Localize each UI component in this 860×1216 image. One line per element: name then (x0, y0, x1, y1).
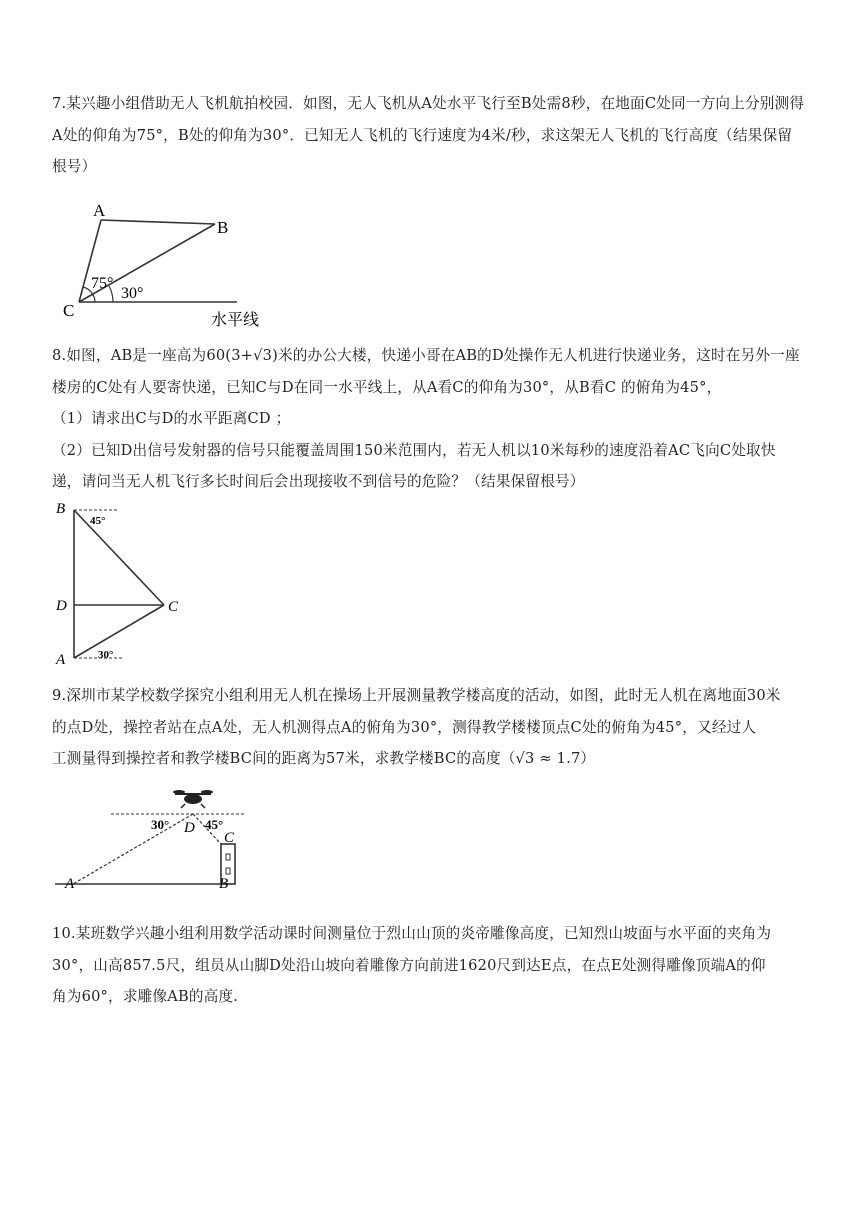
label-b: B (219, 876, 229, 889)
text-line: 8.如图，AB是一座高为60(3+√3)米的办公大楼，快递小哥在AB的D处操作无人机进行快递业务，这时在另外一座 (52, 347, 800, 364)
label-a: A (93, 201, 106, 220)
label-c: C (63, 301, 75, 320)
label-c: C (224, 830, 235, 846)
sight-line-da (73, 814, 193, 884)
angle-label-30: 30° (151, 817, 170, 832)
label-d: D (184, 820, 195, 836)
angle-label-30: 30° (98, 649, 114, 661)
label-horizon: 水平线 (211, 312, 260, 329)
text-line: A处的仰角为75°，B处的仰角为30°．已知无人飞机的飞行速度为4米/秒，求这架无人飞机的飞行高度（结果保留 (52, 126, 793, 144)
question-7-figure (55, 198, 285, 330)
text-line: 7.某兴趣小组借助无人飞机航拍校园．如图，无人飞机从A处水平飞行至B处需8秒，在地面C处同一方向上分别测得 (52, 95, 805, 112)
question-10-text (52, 918, 812, 1013)
question-9-figure (55, 784, 255, 889)
text-line: 工测量得到操控者和教学楼BC间的距离为57米，求教学楼BC的高度（√3 ≈ 1.7） (52, 750, 596, 767)
text-line: （1）请求出C与D的水平距离CD ； (52, 410, 291, 427)
angle-label-45: 45° (90, 515, 106, 527)
text-line: 30°，山高857.5尺，组员从山脚D处沿山坡向着雕像方向前进1620尺到达E点，在点E处测得雕像顶端A的仰 (52, 956, 766, 974)
text-line: 根号） (52, 158, 97, 175)
label-b: B (56, 501, 66, 517)
text-line: 9.深圳市某学校数学探究小组利用无人机在操场上开展测量教学楼高度的活动，如图，此时无人机在离地面30米 (52, 687, 781, 704)
question-8-figure (52, 498, 192, 670)
question-8-text (52, 340, 812, 498)
text-line: 10.某班数学兴趣小组利用数学活动课时间测量位于烈山山顶的炎帝雕像高度，已知烈山坡面与水平面的夹角为 (52, 925, 772, 942)
question-7-text (52, 88, 812, 183)
line-ab (101, 220, 215, 224)
angle-label-75: 75° (91, 275, 114, 292)
question-9-text (52, 680, 812, 775)
line-ac (74, 605, 164, 658)
label-a: A (56, 652, 66, 668)
label-a: A (65, 876, 75, 889)
angle-label-30: 30° (121, 285, 144, 302)
drone-icon (173, 790, 213, 808)
text-line: 角为60°，求雕像AB的高度. (52, 988, 239, 1005)
text-line: 的点D处，操控者站在点A处，无人机测得点A的俯角为30°，测得教学楼楼顶点C处的俯角为45°，又经过人 (52, 718, 757, 736)
angle-label-45: 45° (205, 817, 224, 832)
label-c: C (168, 599, 179, 615)
label-d: D (56, 598, 67, 614)
text-line: 递，请问当无人机飞行多长时间后会出现接收不到信号的危险？（结果保留根号） (52, 473, 585, 490)
text-line: 楼房的C处有人要寄快递，已知C与D在同一水平线上，从A看C的仰角为30°，从B看C 的俯角为45°， (52, 378, 722, 396)
text-line: （2）已知D出信号发射器的信号只能覆盖周围150米范围内，若无人机以10米每秒的速度沿着AC飞向C处取快 (52, 441, 776, 459)
line-bc (74, 510, 164, 605)
label-b: B (217, 218, 229, 237)
